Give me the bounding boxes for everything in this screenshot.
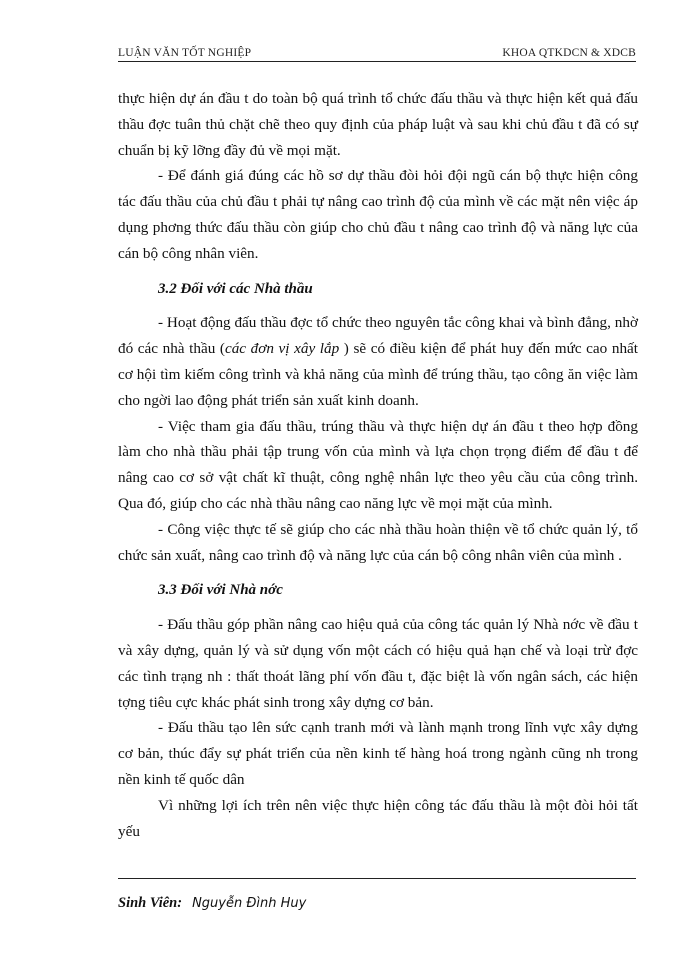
paragraph-7: - Đấu thầu tạo lên sức cạnh tranh mới và lành mạnh trong lĩnh vực xây dựng cơ bản, thúc đẩy sự phát triển của nền kinh tế hàng hoá trong ngành cũng nh trong nền kinh tế quốc dân (118, 719, 638, 788)
footer-student-name: Nguyễn Đình Huy (192, 896, 307, 911)
footer-student-line (118, 895, 636, 912)
paragraph-6: - Đấu thầu góp phần nâng cao hiệu quả của công tác quản lý Nhà nớc về đầu t và xây dựng, quản lý và sử dụng vốn một cách có hiệu quả hạn chế và loại trừ đợc các tình trạng nh : thất thoát lãng phí vốn đầu t, đặc biệt là vốn ngân sách, các hiện tợng tiêu cực khác phát sinh trong xây dựng cơ bản. (118, 616, 638, 711)
paragraph-3 (118, 310, 638, 413)
paragraph-5: - Công việc thực tế sẽ giúp cho các nhà thầu hoàn thiện về tổ chức quản lý, tổ chức sản xuất, nâng cao trình độ và năng lực của cán bộ công nhân viên của mình . (118, 520, 638, 564)
paragraph-3-start: - Hoạt động đấu thầu đợc tổ chức theo nguyên tắc công khai và bình đẳng, nhờ đó các nhà thầu ( (118, 314, 638, 358)
paragraph-4: - Việc tham gia đấu thầu, trúng thầu và thực hiện dự án đầu t theo hợp đồng làm cho nhà thầu phải tập trung vốn của mình và lựa chọn trọng điểm để đầu t để nâng cao cơ sở vật chất kĩ thuật, công nghệ nhân lực theo yêu cầu của công trình. Qua đó, giúp cho các nhà thầu nâng cao năng lực về mọi mặt của mình. (118, 417, 638, 512)
paragraph-1: thực hiện dự án đầu t do toàn bộ quá trình tổ chức đấu thầu và thực hiện kết quả đấu thầu đợc tuân thủ chặt chẽ theo quy định của pháp luật và sau khi chủ đầu t đã có sự chuẩn bị kỹ lỡng đầy đủ về mọi mặt. (118, 90, 638, 159)
paragraph-3-italic: các đơn vị xây lắp (224, 340, 340, 358)
header-thesis-title: LUẬN VĂN TỐT NGHIỆP (118, 47, 252, 59)
paragraph-8: Vì những lợi ích trên nên việc thực hiện công tác đấu thầu là một đòi hỏi tất yếu (118, 796, 638, 840)
page-footer (118, 878, 636, 912)
footer-student-label: Sinh Viên: (118, 895, 183, 911)
page-header (118, 42, 636, 62)
section-heading-3-3: 3.3 Đối với Nhà nớc (158, 582, 283, 599)
paragraph-2: - Để đánh giá đúng các hồ sơ dự thầu đòi hỏi đội ngũ cán bộ thực hiện công tác đấu thầu của chủ đầu t phải tự nâng cao trình độ của mình về các mặt nên việc áp dụng phơng thức đấu thầu còn giúp cho chủ đầu t nâng cao trình độ và năng lực của cán bộ công nhân viên. (118, 167, 638, 262)
section-heading-3-2: 3.2 Đối với các Nhà thầu (158, 280, 313, 297)
header-rule (118, 61, 636, 62)
document-body (118, 86, 638, 844)
footer-rule (118, 878, 636, 879)
paragraph-3-end: ) sẽ có điều kiện để phát huy đến mức cao nhất cơ hội tìm kiếm công trình và khả năng của mình để trúng thầu, tạo công ăn việc làm cho ngời lao động phát triển sản xuất kinh doanh. (118, 340, 639, 409)
header-faculty: KHOA QTKDCN & XDCB (502, 47, 636, 59)
